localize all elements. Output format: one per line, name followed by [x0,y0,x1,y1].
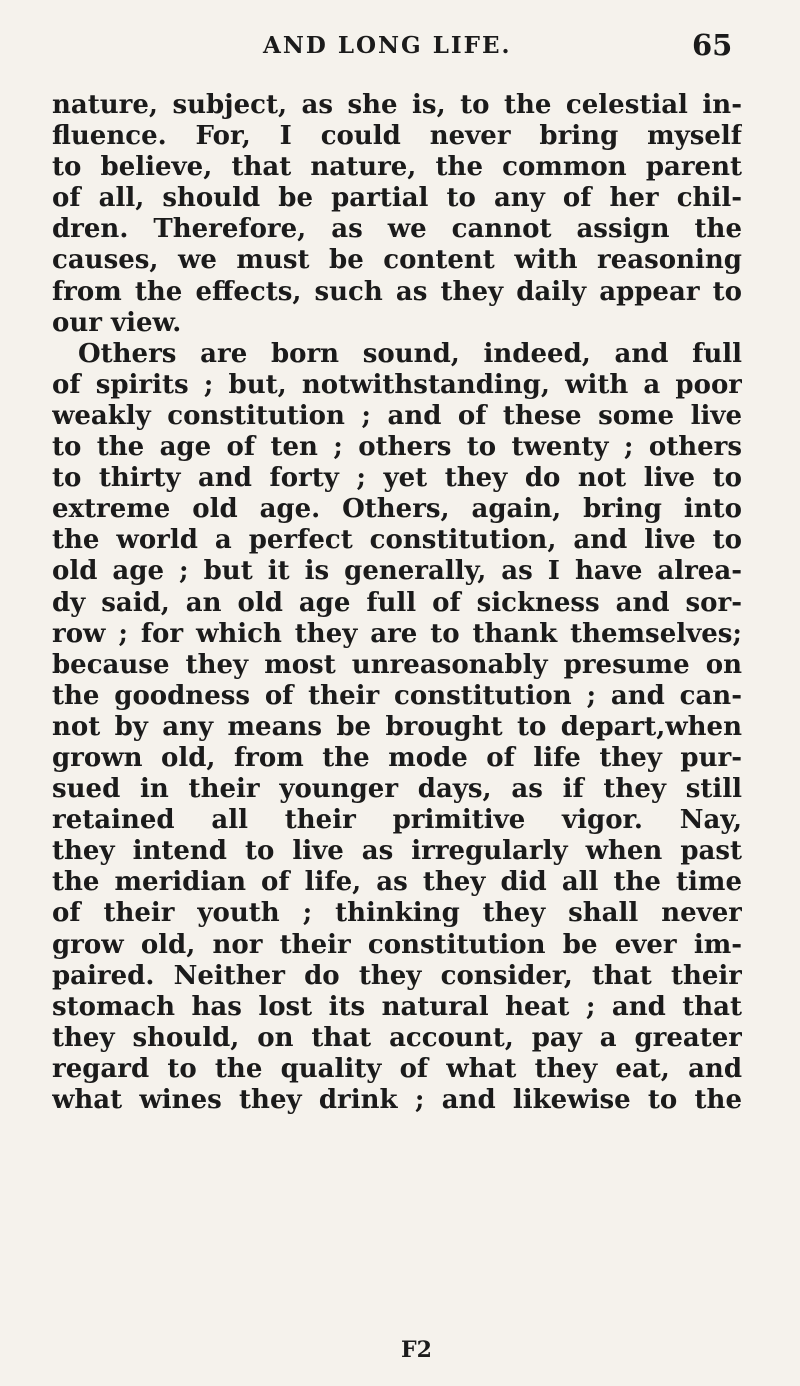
text-line: fluence. For, I could never bring myself [52,121,742,152]
text-line: grow old, nor their constitution be ever im- [52,929,742,960]
text-line: to thirty and forty ; yet they do not live to [52,463,742,494]
text-line: regard to the quality of what they eat, and [52,1053,742,1084]
text-line: of all, should be partial to any of her chil- [52,183,742,214]
text-line: dren. Therefore, as we cannot assign the [52,214,742,245]
text-line: because they most unreasonably presume on [52,649,742,680]
text-line: they intend to live as irregularly when past [52,836,742,867]
text-line: grown old, from the mode of life they pur- [52,742,742,773]
text-line: dy said, an old age full of sickness and sor- [52,587,742,618]
text-line: the goodness of their constitution ; and can- [52,680,742,711]
text-line: extreme old age. Others, again, bring into [52,494,742,525]
text-line: weakly constitution ; and of these some live [52,400,742,431]
running-head: AND LONG LIFE. [263,32,512,59]
text-line: row ; for which they are to thank themselves; [52,618,742,649]
text-line: the meridian of life, as they did all the time [52,867,742,898]
text-line: sued in their younger days, as if they still [52,774,742,805]
text-line: causes, we must be content with reasoning [52,245,742,276]
text-line: of spirits ; but, notwithstanding, with a poor [52,369,742,400]
text-line: what wines they drink ; and likewise to the [52,1085,742,1115]
body-text [52,90,742,1116]
text-line: of their youth ; thinking they shall never [52,898,742,929]
text-line: paired. Neither do they consider, that their [52,960,742,991]
page-header [0,28,800,68]
text-line: they should, on that account, pay a greater [52,1022,742,1053]
text-line: our view. [52,307,182,338]
text-line: from the effects, such as they daily appear to [52,276,742,307]
text-line: to the age of ten ; others to twenty ; others [52,432,742,463]
text-line: Others are born sound, indeed, and full [78,338,742,369]
text-line: retained all their primitive vigor. Nay, [52,805,742,836]
text-line: stomach has lost its natural heat ; and that [52,991,742,1022]
text-line: the world a perfect constitution, and live to [52,525,742,556]
text-line: nature, subject, as she is, to the celestial in- [52,90,742,120]
text-line: old age ; but it is generally, as I have alrea- [52,556,742,587]
text-line: to believe, that nature, the common parent [52,152,742,183]
signature-mark: F2 [401,1337,432,1363]
page-number: 65 [692,28,733,62]
text-line: not by any means be brought to depart,when [52,711,742,742]
